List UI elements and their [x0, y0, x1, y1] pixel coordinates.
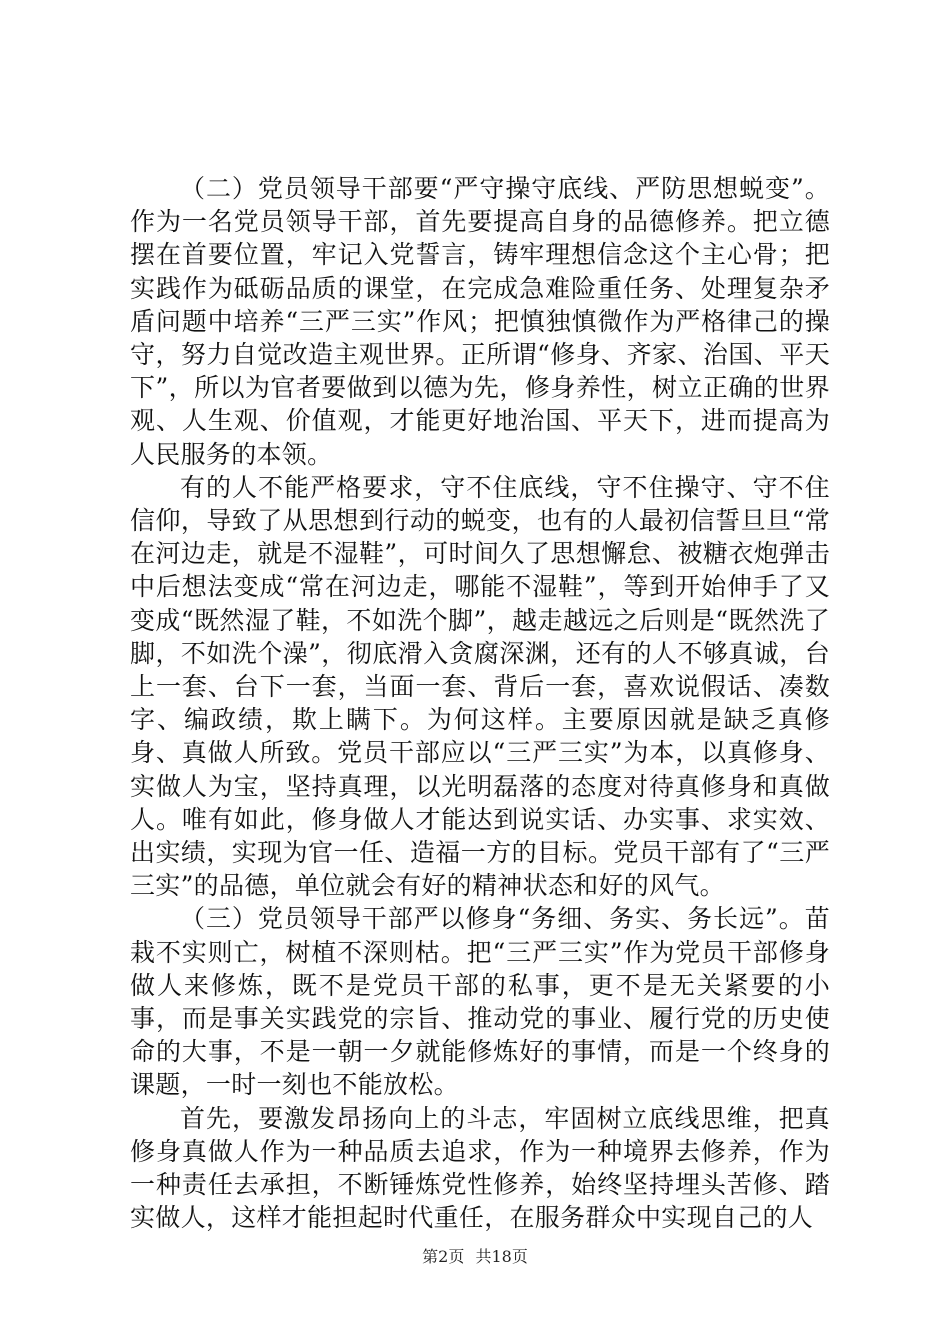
page-number: 第2页	[422, 1247, 465, 1266]
paragraph-bottom-line: 有的人不能严格要求，守不住底线，守不住操守、守不住信仰，导致了从思想到行动的蜕变，也有的人最初信誓旦旦“常在河边走，就是不湿鞋”，可时间久了思想懈怠、被糖衣炮弹击中后想法变成“常在河边走，哪能不湿鞋”，等到开始伸手了又变成“既然湿了鞋，不如洗个脚”，越走越远之后则是“既然洗了脚，不如洗个澡”，彻底滑入贪腐深渊，还有的人不够真诚，台上一套、台下一套，当面一套、背后一套，喜欢说假话、凑数字、编政绩，欺上瞒下。为何这样。主要原因就是缺乏真修身、真做人所致。党员干部应以“三严三实”为本，以真修身、实做人为宝，坚持真理，以光明磊落的态度对待真修身和真做人。唯有如此，修身做人才能达到说实话、办实事、求实效、出实绩，实现为官一任、造福一方的目标。党员干部有了“三严三实”的品德，单位就会有好的精神状态和好的风气。	[130, 472, 830, 901]
paragraph-section-two: （二）党员领导干部要“严守操守底线、严防思想蜕变”。作为一名党员领导干部，首先要提高自身的品德修养。把立德摆在首要位置，牢记入党誓言，铸牢理想信念这个主心骨；把实践作为砥砺品质的课堂，在完成急难险重任务、处理复杂矛盾问题中培养“三严三实”作风；把慎独慎微作为严格律己的操守，努力自觉改造主观世界。正所谓“修身、齐家、治国、平天下”，所以为官者要做到以德为先，修身养性，树立正确的世界观、人生观、价值观，才能更好地治国、平天下，进而提高为人民服务的本领。	[130, 174, 830, 469]
paragraph-first: 首先，要激发昂扬向上的斗志，牢固树立底线思维，把真修身真做人作为一种品质去追求，作为一种境界去修养，作为一种责任去承担，不断锤炼党性修养，始终坚持埋头苦修、踏实做人，这样才能担起时代重任，在服务群众中实现自己的人	[130, 1103, 830, 1233]
paragraph-section-three: （三）党员领导干部严以修身“务细、务实、务长远”。苗栽不实则亡，树植不深则枯。把“三严三实”作为党员干部修身做人来修炼，既不是党员干部的私事，更不是无关紧要的小事，而是事关实践党的宗旨、推动党的事业、履行党的历史使命的大事，不是一朝一夕就能修炼好的事情，而是一个终身的课题，一时一刻也不能放松。	[130, 904, 830, 1100]
page-total: 共18页	[475, 1247, 528, 1266]
page-footer	[0, 1244, 950, 1267]
document-body	[130, 172, 830, 1235]
